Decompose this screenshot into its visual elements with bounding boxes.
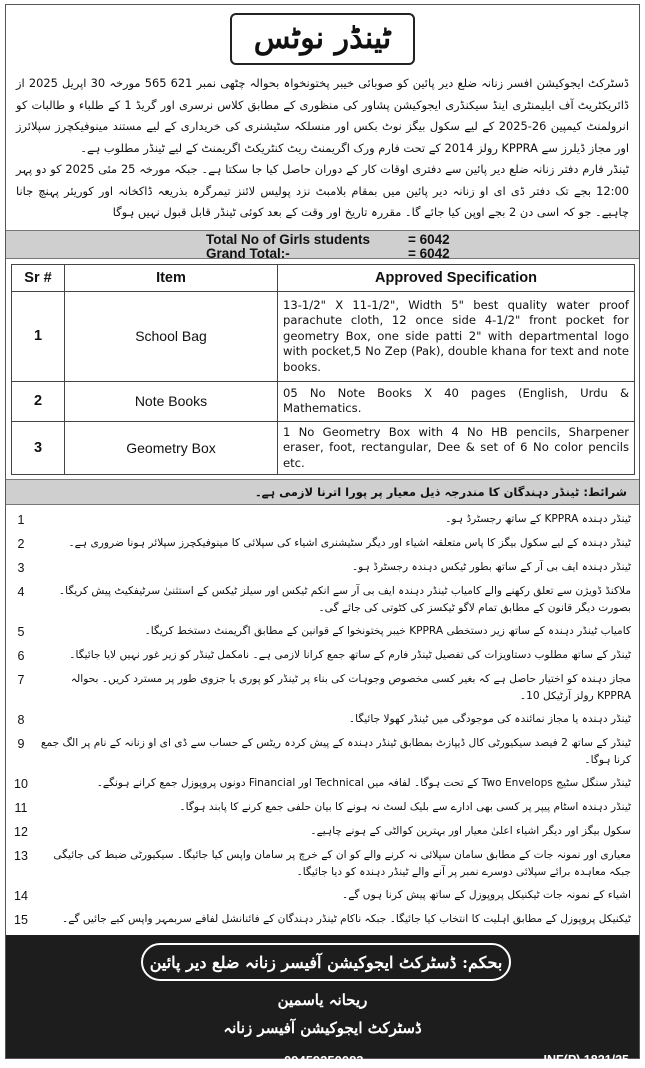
list-item: [6, 583, 639, 617]
condition-number: 6: [17, 649, 25, 664]
condition-text: معیاری اور نمونہ جات کے مطابق سامان سپلائی نہ کرنے والے کو ان کے خرچ پر سامان واپس کیا جائیگا۔ سیکیورٹی ضبط کی جائیگی جبکہ معاہدہ برائے سپلائی دوسرے نمبر پر آنے والے ٹینڈر دہندہ کو دیا جائیگا۔: [53, 849, 631, 879]
row-item: Geometry Box: [65, 421, 278, 475]
row-sr: 2: [12, 381, 65, 421]
list-item: [6, 735, 639, 769]
condition-number: 14: [14, 889, 28, 904]
condition-text: کامیاب ٹینڈر دہندہ کے ساتھ زیر دستخطی KPPRA خیبر پختونخوا کے قوانین کے مطابق اگریمنٹ دستخط کریگا۔: [144, 625, 631, 638]
condition-number: 4: [17, 585, 25, 600]
condition-text: سکول بیگز اور دیگر اشیاء اعلیٰ معیار اور بہترین کوالٹی کے ہونے چاہیے۔: [310, 825, 631, 838]
conditions-list: [6, 511, 639, 935]
table-row: [12, 291, 635, 381]
row-spec: 05 No Note Books X 40 pages (English, Urdu & Mathematics.: [278, 381, 635, 421]
condition-text: ٹینڈر دہندہ ایف بی آر کے ساتھ بطور ٹیکس دہندہ رجسٹرڈ ہو۔: [351, 561, 631, 574]
list-item: [6, 511, 639, 529]
condition-number: 2: [17, 537, 25, 552]
title-area: [6, 5, 639, 73]
header-spec: Approved Specification: [278, 264, 635, 291]
list-item: [6, 535, 639, 553]
list-item: [6, 823, 639, 841]
row-item: School Bag: [65, 291, 278, 381]
row-item: Note Books: [65, 381, 278, 421]
row-spec: 13-1/2" X 11-1/2", Width 5" best quality water proof parachute cloth, 12 once side 4-1/2" front pocket for geometry Box, one side patti 2" with departmental logo with pocket,5 No Zep (Pak), double khana for text and note books.: [278, 291, 635, 381]
signatory-name: ریحانہ یاسمین: [277, 991, 368, 1010]
students-total-row: [6, 232, 639, 247]
intro-text: [6, 73, 639, 224]
intro-paragraph-2: ٹینڈر فارم دفتر زنانہ ضلع دیر پائین سے دفتری اوقات کار کے دوران حاصل کیا جا سکتا ہے۔ جبکہ مورخہ 25 مئی 2025 کو دو پہر 12:00 بجے تک دفتر ڈی ای او زنانہ دیر پائین میں بمقام بلامبٹ نزد پولیس لائنز تیمرگرہ بذریعہ ڈاکخانہ اور کوریئر پہنچ جانا چاہیے۔ جو کہ اسی دن 2 بجے اوپن کیا جائے گا۔ مقررہ تاریخ اور وقت کے بعد کوئی ٹینڈر قابل قبول نہیں ہوگا: [16, 162, 629, 220]
header-sr: Sr #: [12, 264, 65, 291]
condition-text: ٹینڈر دہندہ کے لیے سکول بیگز کا پاس متعلقہ اشیاء اور دیگر سٹیشنری اشیاء کی سپلائی کا مینوفیکچرز سپلائر ہونا ضروری ہے۔: [68, 537, 631, 550]
students-total-label: Total No of Girls students: [206, 231, 371, 247]
condition-text: اشیاء کے نمونہ جات ٹیکنیکل پروپوزل کے ساتھ پیش کرنا ہوں گے۔: [341, 889, 631, 902]
grand-total-value: = 6042: [408, 245, 450, 261]
condition-number: 5: [17, 625, 25, 640]
condition-number: 7: [17, 673, 25, 688]
row-sr: 3: [12, 421, 65, 475]
list-item: [6, 647, 639, 665]
condition-number: 12: [14, 825, 28, 840]
conditions-heading: شرائط: ٹینڈر دہندگان کا مندرجہ ذیل معیار پر پورا اترنا لازمی ہے۔: [6, 479, 639, 505]
condition-text: ٹینڈر دہندہ یا مجاز نمائندہ کی موجودگی میں ٹینڈر کھولا جائیگا۔: [348, 713, 631, 726]
row-spec: 1 No Geometry Box with 4 No HB pencils, Sharpener eraser, foot, rectangular, Dee & set of 6 No color pencils etc.: [278, 421, 635, 475]
tender-notice-page: [5, 4, 640, 1068]
list-item: [6, 799, 639, 817]
row-sr: 1: [12, 291, 65, 381]
intro-paragraph-1: ڈسٹرکٹ ایجوکیشن افسر زنانہ ضلع دیر پائین کو صوبائی خیبر پختونخواہ بحوالہ چٹھی نمبر 621 565 مورخہ 30 اپریل 2025 از ڈائریکٹریٹ آف ایلیمنٹری اینڈ سیکنڈری ایجوکیشن پشاور کی منظوری کے مطابق کلاس نرسری اور گریڈ 1 کے طلباء و طالبات کو انرولمنٹ کیمپین 26-2025 کے لیے سکول بیگز نوٹ بکس اور منسلکہ سٹیشنری کی خریداری کے لیے مستند مینوفیکچرز سپلائرز اور مجاز ڈیلرز سے KPPRA رولز 2014 کے تحت فارم ورک اگریمنٹ ریٹ کنٹریکٹ اگریمنٹ کے لیے ٹینڈر مطلوب ہے۔: [16, 76, 629, 155]
condition-number: 11: [14, 801, 28, 816]
totals-bar: [6, 230, 639, 259]
condition-number: 9: [17, 737, 25, 752]
specification-table: [11, 264, 635, 476]
students-total-value: = 6042: [408, 231, 450, 247]
table-row: [12, 381, 635, 421]
condition-number: 15: [14, 913, 28, 928]
contact-phone: 09459250083: [284, 1053, 364, 1068]
condition-text: ملاکنڈ ڈویژن سے تعلق رکھنے والے کامیاب ٹینڈر دہندہ ایف بی آر سے انکم ٹیکس اور سیلز ٹیکس کے استثنیٰ سرٹیفکیٹ پیش کریگا۔ بصورت دیگر قانون کے مطابق تمام لاگو ٹیکسز کی کٹوتی کی جائے گی۔: [58, 585, 631, 615]
condition-number: 10: [14, 777, 28, 792]
condition-text: ٹینڈر کے ساتھ 2 فیصد سیکیورٹی کال ڈیپازٹ بمطابق ٹینڈر دہندہ کے پیش کردہ ریٹس کے حساب سے ڈی ای او زنانہ کے نام پر الگ جمع کرنا ہوگا۔: [40, 737, 631, 767]
list-item: [6, 711, 639, 729]
grand-total-row: [6, 246, 639, 261]
table-row: [12, 421, 635, 475]
header-item: Item: [65, 264, 278, 291]
condition-number: 1: [17, 513, 25, 528]
notice-title: ٹینڈر نوٹس: [230, 13, 416, 65]
condition-number: 3: [17, 561, 25, 576]
condition-number: 13: [14, 849, 28, 864]
order-by-line: بحکم: ڈسٹرکٹ ایجوکیشن آفیسر زنانہ ضلع دیر پائین: [141, 943, 511, 981]
list-item: [6, 559, 639, 577]
list-item: [6, 775, 639, 793]
signatory-designation: ڈسٹرکٹ ایجوکیشن آفیسر زنانہ: [223, 1019, 422, 1038]
inf-reference: INF(P) 1821/25: [543, 1053, 629, 1068]
condition-text: ٹینڈر دہندہ KPPRA کے ساتھ رجسٹرڈ ہو۔: [445, 513, 631, 526]
list-item: [6, 911, 639, 929]
list-item: [6, 623, 639, 641]
footer-banner: [6, 935, 639, 1068]
list-item: [6, 671, 639, 705]
condition-text: ٹینڈر دہندہ اسٹام پیپر پر کسی بھی ادارے سے بلیک لسٹ نہ ہونے کا بیان حلفی جمع کرنے کا پابند ہوگا۔: [179, 801, 631, 814]
condition-text: ٹینڈر سنگل سٹیج Two Envelops کے تحت ہوگا۔ لفافہ میں Technical اور Financial دونوں پروپوزل جمع کرانے ہونگے۔: [96, 777, 631, 790]
condition-text: مجاز دہندہ کو اختیار حاصل ہے کہ بغیر کسی مخصوص وجوہات کی بناء پر ٹینڈر کو پوری یا جزوی طور پر مسترد کریں۔ بحوالہ KPPRA رولز آرٹیکل 10۔: [70, 673, 631, 703]
list-item: [6, 847, 639, 881]
list-item: [6, 887, 639, 905]
condition-text: ٹینڈر کے ساتھ مطلوب دستاویزات کی تفصیل ٹینڈر فارم کے ساتھ جمع کرانا لازمی ہے۔ نامکمل ٹینڈر کو زیر غور نہیں لایا جائیگا۔: [69, 649, 631, 662]
condition-text: ٹیکنیکل پروپوزل کے مطابق اہلیت کا انتخاب کیا جائیگا۔ جبکہ ناکام ٹینڈر دہندگان کے فائنانشل لفافے سربمہر واپس کیے جائیں گے۔: [62, 913, 631, 926]
table-header-row: [12, 264, 635, 291]
grand-total-label: Grand Total:-: [206, 245, 290, 261]
condition-number: 8: [17, 713, 25, 728]
